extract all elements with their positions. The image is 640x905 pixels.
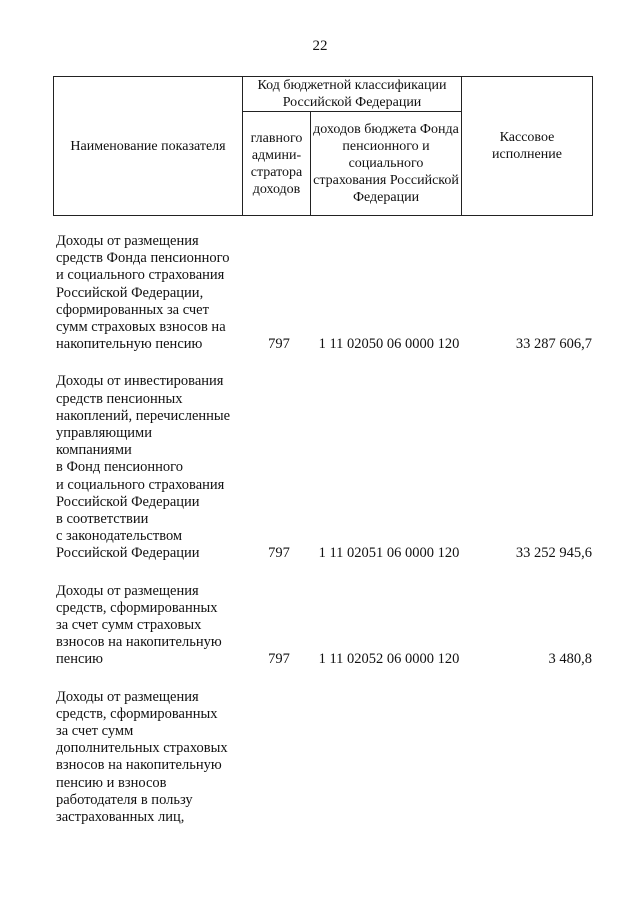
row-name: Доходы от размещения средств, сформированных за счет сумм дополнительных страховых взносов на накопительную пенсию и взносов работодателя в пользу застрахованных лиц,	[56, 688, 228, 826]
row-amount: 33 252 945,6	[515, 545, 592, 562]
row-name: Доходы от инвестирования средств пенсионных накоплений, перечисленные управляющими компаниями в Фонд пенсионного и социального страхования Российской Федерации в соответствии с законодательством Российской Федерации	[56, 373, 231, 562]
row-amount: 33 287 606,7	[515, 336, 592, 353]
row-name: Доходы от размещения средств Фонда пенсионного и социального страхования Российской Федерации, сформированных за счет сумм страховых взносов на накопительную пенсию	[56, 233, 230, 353]
header-name-column: Наименование показателя	[54, 77, 243, 216]
row-name: Доходы от размещения средств, сформированных за счет сумм страховых взносов на накопительную пенсию	[56, 582, 222, 668]
row-budget-code: 1 11 02050 06 0000 120	[318, 336, 460, 353]
table-row	[56, 583, 596, 669]
row-admin-code: 797	[268, 545, 290, 562]
table-header	[53, 76, 593, 216]
header-execution-column: Кассовое исполнение	[462, 77, 593, 216]
row-admin-code: 797	[268, 651, 290, 668]
table-row	[56, 233, 596, 353]
page-number: 22	[312, 38, 328, 54]
table-body	[56, 233, 596, 826]
header-admin-column: главного админи-стратора доходов	[243, 112, 311, 216]
row-budget-code: 1 11 02051 06 0000 120	[318, 545, 460, 562]
header-code-group: Код бюджетной классификации Российской Федерации	[243, 77, 462, 112]
row-amount: 3 480,8	[548, 651, 592, 668]
row-admin-code: 797	[268, 336, 290, 353]
header-income-column: доходов бюджета Фонда пенсионного и социального страхования Российской Федерации	[311, 112, 462, 216]
table-row	[56, 689, 596, 827]
row-budget-code: 1 11 02052 06 0000 120	[318, 651, 460, 668]
table-row	[56, 373, 596, 562]
